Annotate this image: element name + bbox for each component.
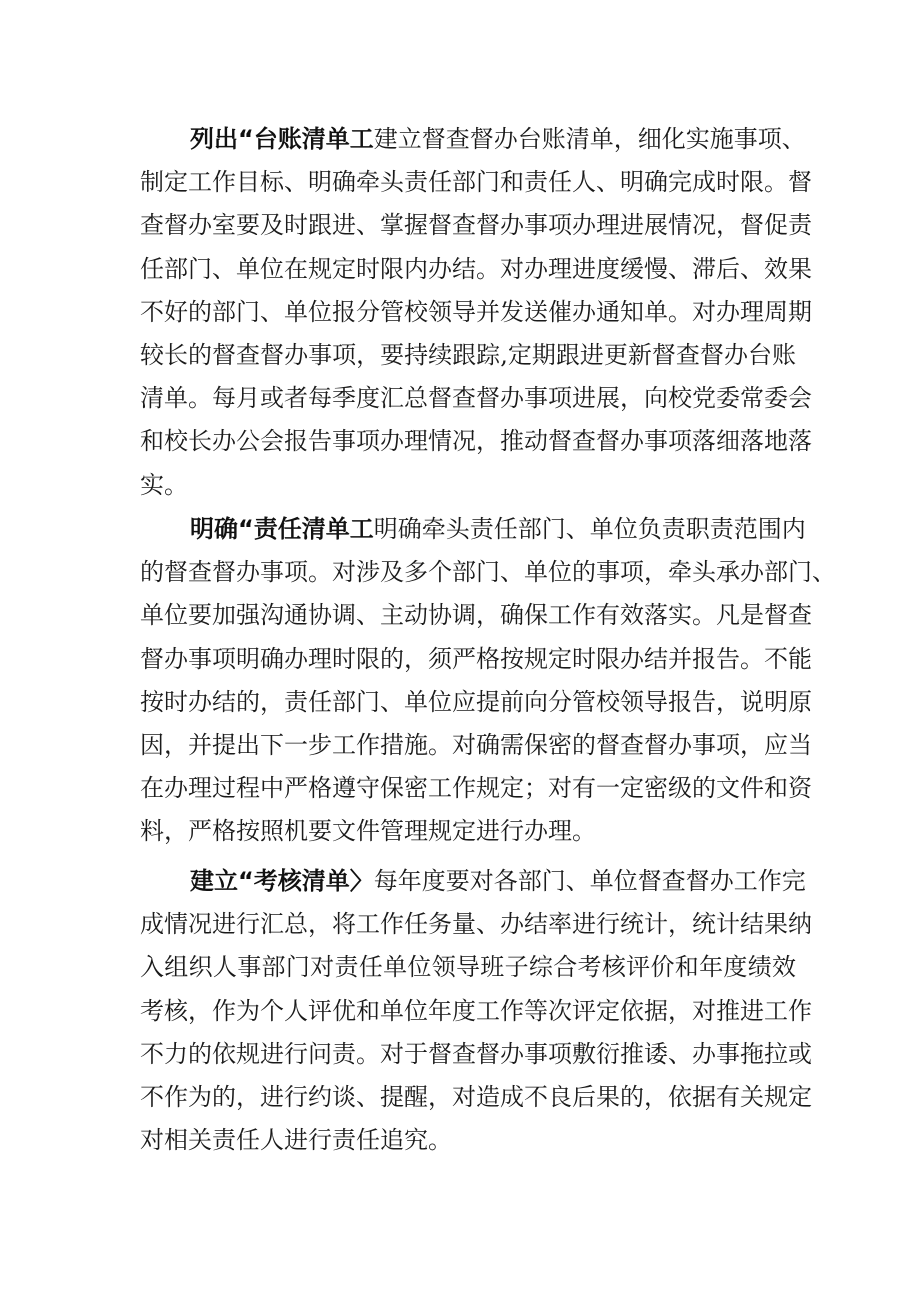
paragraph-heading: 明确“责任清单工 [190, 515, 374, 543]
text-line [140, 903, 812, 946]
line-text: 清单。每月或者每季度汇总督查督办事项进展，向校党委常委会 [140, 384, 812, 413]
text-line [140, 377, 812, 420]
line-text: 按时办结的，责任部门、单位应提前向分管校领导报告，说明原 [140, 687, 812, 716]
text-line [140, 420, 812, 463]
paragraph [140, 860, 812, 1162]
line-text: 明确牵头责任部门、单位负责职责范围内 [373, 515, 806, 543]
line-text: 不力的依规进行问责。对于督查督办事项敷衍推诿、办事拖拉或 [140, 1039, 812, 1068]
text-line [140, 334, 796, 377]
text-line [140, 1119, 796, 1162]
line-text: 考核，作为个人评优和单位年度工作等次评定依据，对推进工作 [140, 996, 812, 1025]
text-line [140, 291, 812, 334]
paragraph-heading: 列出“台账清单工 [190, 125, 374, 153]
paragraph [140, 118, 812, 507]
text-line [140, 724, 812, 767]
text-line [140, 638, 812, 681]
paragraph [140, 508, 836, 854]
line-text: 每年度要对各部门、单位督查督办工作完 [373, 867, 806, 895]
text-line [140, 1076, 812, 1119]
text-line [140, 204, 812, 247]
line-text: 因，并提出下一步工作措施。对确需保密的督查督办事项，应当 [140, 730, 812, 759]
text-line [140, 551, 836, 594]
text-line [140, 1033, 812, 1076]
text-line [140, 161, 812, 204]
line-text: 制定工作目标、明确牵头责任部门和责任人、明确完成时限。督 [140, 168, 812, 197]
line-text: 建立督查督办台账清单，细化实施事项、 [373, 125, 806, 153]
line-text: 督办事项明确办理时限的，须严格按规定时限办结并报告。不能 [140, 644, 812, 673]
line-text: 实。 [140, 470, 188, 499]
text-line [140, 860, 806, 903]
line-text: 对相关责任人进行责任追究。 [140, 1126, 452, 1155]
text-line [140, 767, 812, 810]
line-text: 成情况进行汇总，将工作任务量、办结率进行统计，统计结果纳 [140, 910, 812, 939]
line-text: 入组织人事部门对责任单位领导班子综合考核评价和年度绩效 [140, 953, 796, 982]
line-text: 查督办室要及时跟进、掌握督查督办事项办理进展情况，督促责 [140, 211, 812, 240]
text-line [140, 508, 806, 551]
line-text: 较长的督查督办事项，要持续跟踪,定期跟进更新督查督办台账 [140, 340, 796, 369]
line-text: 和校长办公会报告事项办理情况，推动督查督办事项落细落地落 [140, 427, 812, 456]
line-text: 的督查督办事项。对涉及多个部门、单位的事项，牵头承办部门、 [140, 558, 836, 587]
line-text: 在办理过程中严格遵守保密工作规定；对有一定密级的文件和资 [140, 774, 812, 803]
line-text: 料，严格按照机要文件管理规定进行办理。 [140, 817, 596, 846]
text-line [140, 248, 812, 291]
line-text: 不作为的，进行约谈、提醒，对造成不良后果的，依据有关规定 [140, 1082, 812, 1111]
paragraph-heading: 建立“考核清单〉 [190, 867, 374, 895]
line-text: 单位要加强沟通协调、主动协调，确保工作有效落实。凡是督查 [140, 601, 812, 630]
text-line [140, 990, 812, 1033]
text-line [140, 464, 796, 507]
line-text: 不好的部门、单位报分管校领导并发送催办通知单。对办理周期 [140, 297, 812, 326]
text-line [140, 118, 806, 161]
text-line [140, 810, 796, 853]
text-line [140, 946, 796, 989]
line-text: 任部门、单位在规定时限内办结。对办理进度缓慢、滞后、效果 [140, 254, 812, 283]
text-line [140, 681, 812, 724]
text-line [140, 594, 812, 637]
